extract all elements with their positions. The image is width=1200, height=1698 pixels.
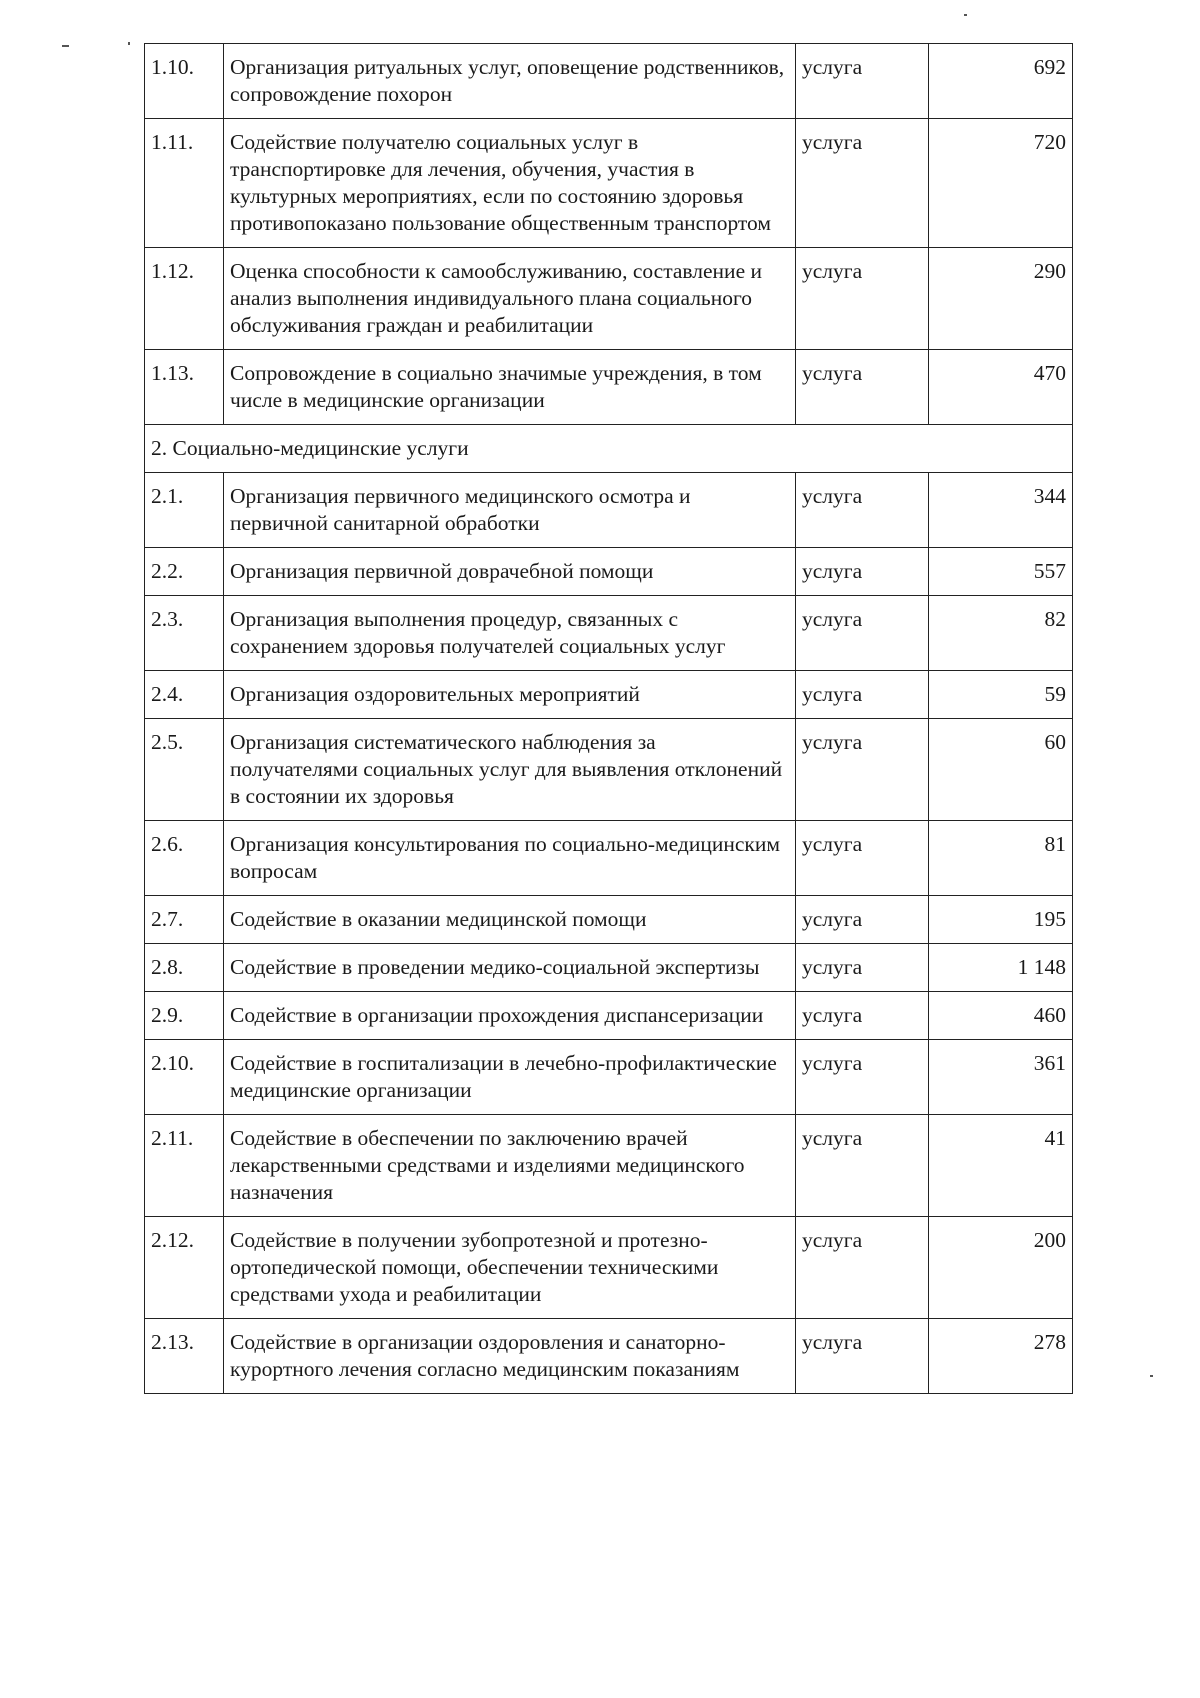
price-cell: 59 [929,671,1073,719]
service-name: Содействие в организации прохождения диспансеризации [224,992,796,1040]
service-name: Содействие в получении зубопротезной и протезно-ортопедической помощи, обеспечении техническими средствами ухода и реабилитации [224,1217,796,1319]
service-name: Организация первичного медицинского осмотра и первичной санитарной обработки [224,473,796,548]
unit-cell: услуга [796,596,929,671]
service-name: Сопровождение в социально значимые учреждения, в том числе в медицинские организации [224,350,796,425]
price-cell: 60 [929,719,1073,821]
service-name: Содействие в госпитализации в лечебно-профилактические медицинские организации [224,1040,796,1115]
price-cell: 82 [929,596,1073,671]
unit-cell: услуга [796,119,929,248]
row-number: 2.4. [145,671,224,719]
section-title: 2. Социально-медицинские услуги [145,425,1073,473]
price-cell: 470 [929,350,1073,425]
row-number: 2.6. [145,821,224,896]
price-cell: 1 148 [929,944,1073,992]
table-row [145,992,1073,1040]
price-cell: 460 [929,992,1073,1040]
service-name: Содействие в проведении медико-социальной экспертизы [224,944,796,992]
service-name: Содействие в организации оздоровления и санаторно-курортного лечения согласно медицинским показаниям [224,1319,796,1394]
price-cell: 557 [929,548,1073,596]
unit-cell: услуга [796,548,929,596]
service-name: Содействие получателю социальных услуг в транспортировке для лечения, обучения, участия в культурных мероприятиях, если по состоянию здоровья противопоказано пользование общественным транспортом [224,119,796,248]
row-number: 2.3. [145,596,224,671]
price-cell: 195 [929,896,1073,944]
row-number: 1.12. [145,248,224,350]
service-name: Организация консультирования по социально-медицинским вопросам [224,821,796,896]
unit-cell: услуга [796,473,929,548]
scan-speck [964,14,967,16]
table-row [145,821,1073,896]
price-cell: 361 [929,1040,1073,1115]
row-number: 2.1. [145,473,224,548]
unit-cell: услуга [796,1040,929,1115]
row-number: 2.7. [145,896,224,944]
table-row [145,671,1073,719]
unit-cell: услуга [796,1115,929,1217]
price-cell: 290 [929,248,1073,350]
services-table [144,43,1073,1394]
table-row [145,1115,1073,1217]
unit-cell: услуга [796,350,929,425]
row-number: 2.11. [145,1115,224,1217]
unit-cell: услуга [796,1319,929,1394]
table-row [145,1217,1073,1319]
row-number: 2.2. [145,548,224,596]
service-name: Оценка способности к самообслуживанию, составление и анализ выполнения индивидуального плана социального обслуживания граждан и реабилитации [224,248,796,350]
scan-speck [62,45,69,47]
unit-cell: услуга [796,1217,929,1319]
service-name: Организация оздоровительных мероприятий [224,671,796,719]
price-cell: 200 [929,1217,1073,1319]
unit-cell: услуга [796,944,929,992]
unit-cell: услуга [796,671,929,719]
row-number: 2.5. [145,719,224,821]
unit-cell: услуга [796,248,929,350]
unit-cell: услуга [796,719,929,821]
service-name: Содействие в обеспечении по заключению врачей лекарственными средствами и изделиями медицинского назначения [224,1115,796,1217]
table-row [145,1040,1073,1115]
table-row [145,248,1073,350]
table-row [145,44,1073,119]
service-name: Организация выполнения процедур, связанных с сохранением здоровья получателей социальных услуг [224,596,796,671]
price-cell: 81 [929,821,1073,896]
unit-cell: услуга [796,44,929,119]
service-name: Организация первичной доврачебной помощи [224,548,796,596]
price-cell: 344 [929,473,1073,548]
table-row [145,896,1073,944]
row-number: 1.10. [145,44,224,119]
service-name: Содействие в оказании медицинской помощи [224,896,796,944]
scan-speck [128,42,130,45]
table-row [145,548,1073,596]
row-number: 2.13. [145,1319,224,1394]
service-name: Организация систематического наблюдения за получателями социальных услуг для выявления отклонений в состоянии их здоровья [224,719,796,821]
table-row [145,350,1073,425]
table-row [145,119,1073,248]
table-row [145,719,1073,821]
table-row [145,473,1073,548]
service-name: Организация ритуальных услуг, оповещение родственников, сопровождение похорон [224,44,796,119]
table-row [145,944,1073,992]
unit-cell: услуга [796,992,929,1040]
table-row [145,1319,1073,1394]
unit-cell: услуга [796,896,929,944]
unit-cell: услуга [796,821,929,896]
scan-speck [1150,1375,1153,1377]
section-header-row [145,425,1073,473]
table-row [145,596,1073,671]
row-number: 2.9. [145,992,224,1040]
row-number: 1.11. [145,119,224,248]
row-number: 2.10. [145,1040,224,1115]
price-cell: 720 [929,119,1073,248]
price-cell: 278 [929,1319,1073,1394]
row-number: 2.8. [145,944,224,992]
price-cell: 41 [929,1115,1073,1217]
row-number: 2.12. [145,1217,224,1319]
row-number: 1.13. [145,350,224,425]
price-cell: 692 [929,44,1073,119]
